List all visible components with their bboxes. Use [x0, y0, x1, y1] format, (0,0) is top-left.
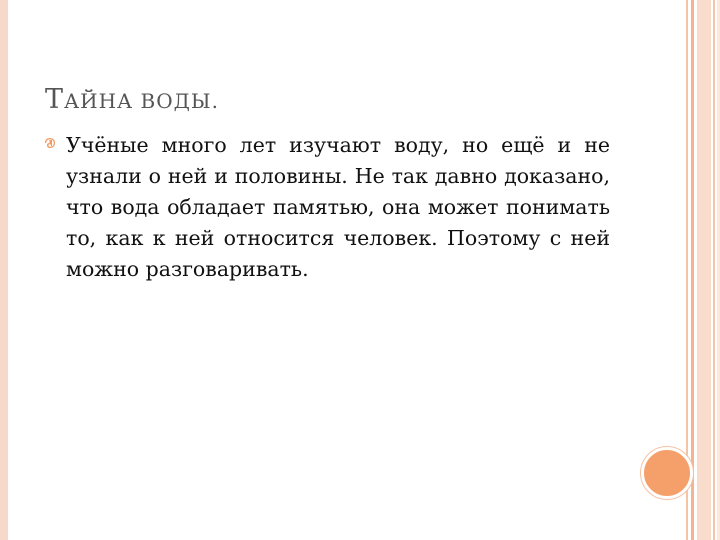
right-frame-band [697, 0, 711, 540]
right-frame-line [713, 0, 715, 540]
fleuron-bullet-icon [44, 137, 56, 149]
decorative-circle [641, 447, 693, 499]
bullet-text: Учёные много лет изучают воду, но ещё и не узнали о ней и половины. Не так давно доказано, что вода обладает памятью, она может понимать то, как к ней относится человек. Поэтому с ней можно разговаривать. [66, 133, 610, 281]
bullet-item [44, 130, 610, 285]
slide-title-initial: Т [45, 84, 65, 115]
slide-title [45, 78, 219, 116]
slide-title-rest: АЙНА ВОДЫ. [64, 89, 219, 113]
right-frame-line [691, 0, 694, 540]
left-border-bar [0, 0, 8, 540]
